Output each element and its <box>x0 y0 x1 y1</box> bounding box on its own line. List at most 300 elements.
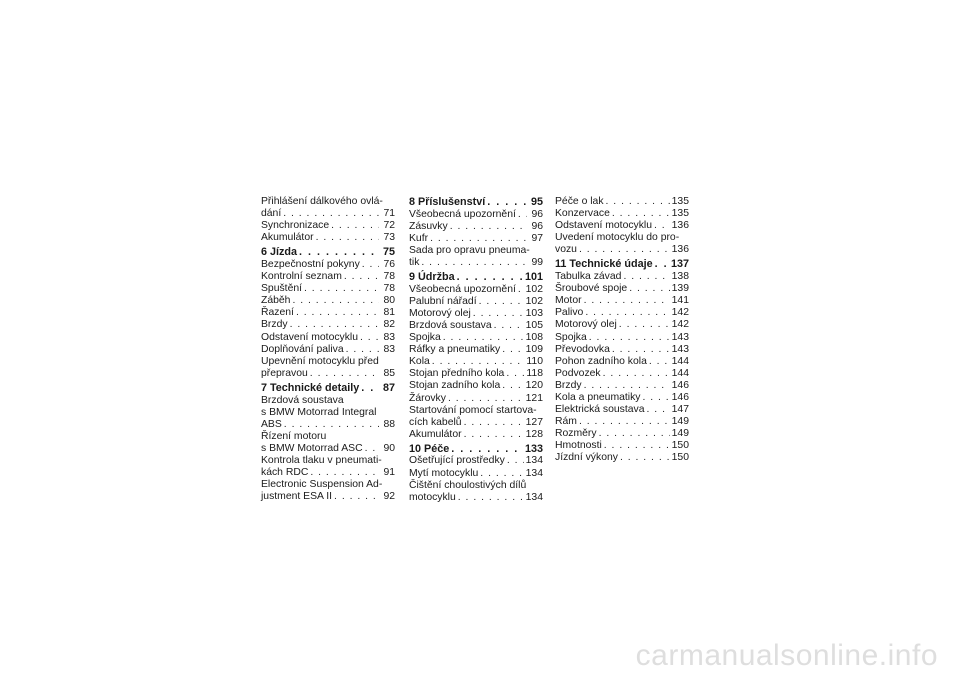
dot-leader <box>585 307 669 319</box>
toc-entry-row <box>555 319 689 331</box>
toc-entry-label: Pohon zadního kola <box>555 355 647 367</box>
toc-entry-label: Záběh <box>261 295 291 307</box>
toc-entry-row <box>261 368 395 380</box>
toc-entry[interactable] <box>409 308 543 320</box>
toc-entry[interactable] <box>261 344 395 356</box>
dot-leader <box>299 246 379 258</box>
toc-entry-label: Odstavení motocyklu <box>555 220 653 232</box>
toc-entry-row <box>555 307 689 319</box>
toc-entry-label: Jízdní výkony <box>555 452 618 464</box>
toc-column-3 <box>555 196 689 465</box>
toc-entry[interactable] <box>555 220 689 232</box>
toc-page-number: 150 <box>671 452 689 464</box>
toc-entry-label: Řazení <box>261 307 294 319</box>
toc-entry-row <box>409 356 543 368</box>
toc-page-number: 78 <box>383 271 395 283</box>
dot-leader <box>448 393 524 405</box>
toc-entry-row <box>555 196 689 208</box>
toc-entry-text-line: Electronic Suspension Ad- <box>261 479 383 491</box>
toc-entry-row <box>555 344 689 356</box>
toc-page-number: 146 <box>671 392 689 403</box>
toc-entry[interactable] <box>261 356 395 380</box>
toc-entry-label: justment ESA II <box>261 491 333 503</box>
dot-leader <box>361 382 379 394</box>
toc-entry[interactable] <box>555 196 689 208</box>
toc-page-number: 95 <box>530 196 543 208</box>
toc-page-number: 139 <box>671 283 689 295</box>
dot-leader <box>430 233 527 245</box>
toc-entry-label: Zásuvky <box>409 220 448 232</box>
dot-leader <box>421 257 527 269</box>
toc-entry-row <box>409 344 543 356</box>
dot-leader <box>629 283 669 295</box>
toc-entry-text-line: s BMW Motorrad Integral <box>261 406 377 418</box>
dot-leader <box>647 404 670 416</box>
toc-page-number: 147 <box>671 404 689 416</box>
toc-page-number: 142 <box>671 319 689 331</box>
toc-page-number: 85 <box>383 367 395 379</box>
toc-entry[interactable] <box>409 344 543 356</box>
toc-entry-row <box>555 295 689 307</box>
toc-entry-label: Motorový olej <box>409 307 471 319</box>
toc-entry-row <box>261 259 395 271</box>
toc-entry-label: Kola a pneumatiky <box>555 392 641 403</box>
toc-entry-label: Převodovka <box>555 343 610 355</box>
toc-entry-label: Odstavení motocyklu <box>261 331 359 343</box>
toc-entry-label: kách RDC <box>261 467 309 479</box>
toc-page-number: 144 <box>671 355 689 367</box>
toc-entry-text-line: Přihlášení dálkového ovlá- <box>261 196 383 207</box>
toc-chapter-heading[interactable] <box>409 443 543 455</box>
toc-entry[interactable] <box>409 233 543 245</box>
toc-entry[interactable] <box>555 392 689 404</box>
toc-entry[interactable] <box>409 284 543 296</box>
dot-leader <box>473 308 524 320</box>
toc-entry-label: 11 Technické údaje <box>555 258 653 271</box>
toc-entry-row <box>409 308 543 320</box>
toc-entry-row <box>261 419 395 431</box>
toc-page-number: 128 <box>525 428 543 440</box>
toc-page-number: 141 <box>671 295 689 307</box>
dot-leader <box>304 283 379 295</box>
dot-leader <box>619 319 670 331</box>
toc-entry-row <box>555 356 689 368</box>
toc-entry[interactable] <box>409 455 543 467</box>
watermark: carmanualsonline.info <box>635 639 938 672</box>
toc-entry[interactable] <box>555 232 689 256</box>
toc-entry-row <box>261 307 395 319</box>
toc-entry-row <box>409 196 543 208</box>
toc-page-number: 83 <box>383 343 395 355</box>
toc-page-number: 76 <box>383 258 395 270</box>
toc-entry-label: Doplňování paliva <box>261 343 344 355</box>
toc-page-number: 82 <box>383 319 395 331</box>
toc-entry-label: motocyklu <box>409 491 456 503</box>
dot-leader <box>589 332 670 344</box>
toc-entry[interactable] <box>555 319 689 331</box>
toc-entry[interactable] <box>555 404 689 416</box>
dot-leader <box>457 271 523 283</box>
toc-chapter-heading[interactable] <box>555 258 689 270</box>
toc-entry-label: Podvozek <box>555 367 601 379</box>
toc-entry-row <box>555 380 689 392</box>
toc-entry-label: s BMW Motorrad ASC <box>261 442 363 454</box>
toc-entry[interactable] <box>261 319 395 331</box>
toc-entry[interactable] <box>409 468 543 480</box>
toc-entry-label: cích kabelů <box>409 416 462 428</box>
toc-page-number: 109 <box>525 344 543 356</box>
toc-entry-label: Kontrolní seznam <box>261 271 342 283</box>
dot-leader <box>344 271 379 283</box>
toc-page-number: 127 <box>525 416 543 428</box>
toc-page-number: 121 <box>525 392 543 404</box>
toc-entry-row <box>555 440 689 452</box>
toc-entry-label: Konzervace <box>555 208 610 220</box>
toc-entry[interactable] <box>555 208 689 220</box>
toc-entry[interactable] <box>261 479 395 503</box>
toc-entry[interactable] <box>261 455 395 479</box>
toc-entry-label: 10 Péče <box>409 442 450 455</box>
toc-entry[interactable] <box>555 416 689 428</box>
toc-entry-row <box>261 220 395 232</box>
toc-page-number: 81 <box>383 307 395 319</box>
dot-leader <box>451 443 523 455</box>
dot-leader <box>487 196 527 208</box>
toc-entry-row <box>555 416 689 428</box>
toc-entry-label: 9 Údržba <box>409 271 455 284</box>
toc-entry-label: Stojan předního kola <box>409 368 505 380</box>
toc-entry[interactable] <box>555 380 689 392</box>
toc-page-number: 150 <box>671 440 689 452</box>
toc-entry-label: 7 Technické detaily <box>261 381 360 394</box>
toc-entry-row <box>555 332 689 344</box>
toc-page-number: 102 <box>525 295 543 307</box>
toc-entry[interactable] <box>261 196 395 220</box>
dot-leader <box>502 380 523 392</box>
toc-entry[interactable] <box>409 320 543 332</box>
toc-entry[interactable] <box>261 431 395 455</box>
toc-page-number: 78 <box>383 283 395 295</box>
toc-entry-row <box>409 429 543 441</box>
toc-entry-label: Palubní nářadí <box>409 295 477 307</box>
toc-entry-label: Motor <box>555 295 582 307</box>
toc-entry-row <box>555 258 689 270</box>
toc-entry-row <box>261 271 395 283</box>
toc-page-number: 99 <box>531 256 543 268</box>
dot-leader <box>310 467 379 479</box>
toc-entry[interactable] <box>409 332 543 344</box>
toc-entry[interactable] <box>261 295 395 307</box>
toc-entry[interactable] <box>261 395 395 431</box>
toc-page-number: 92 <box>383 491 395 503</box>
toc-entry[interactable] <box>409 368 543 380</box>
dot-leader <box>579 244 670 256</box>
dot-leader <box>331 220 379 232</box>
toc-page-number: 71 <box>383 208 395 220</box>
toc-entry[interactable] <box>409 480 543 504</box>
dot-leader <box>443 332 524 344</box>
toc-entry[interactable] <box>409 380 543 392</box>
toc-page-number: 144 <box>671 367 689 379</box>
toc-entry-label: Stojan zadního kola <box>409 380 501 392</box>
toc-entry-label: Spojka <box>409 332 441 344</box>
toc-entry[interactable] <box>409 356 543 368</box>
toc-page-number: 108 <box>525 332 543 344</box>
toc-entry-label: Akumulátor <box>409 428 462 440</box>
toc-entry[interactable] <box>409 429 543 441</box>
toc-entry[interactable] <box>555 344 689 356</box>
dot-leader <box>518 284 524 296</box>
toc-entry-row <box>261 283 395 295</box>
toc-entry-row <box>409 209 543 221</box>
toc-entry[interactable] <box>555 428 689 440</box>
dot-leader <box>579 416 670 428</box>
toc-column-1 <box>261 196 395 503</box>
toc-entry-row <box>261 467 395 479</box>
toc-page-number: 80 <box>383 295 395 307</box>
toc-entry-label: Všeobecná upozornění <box>409 208 516 220</box>
dot-leader <box>360 332 379 344</box>
toc-page-number: 135 <box>671 196 689 207</box>
toc-page-number: 105 <box>525 319 543 331</box>
toc-entry-row <box>555 208 689 220</box>
toc-page-number: 96 <box>531 208 543 220</box>
toc-page-number: 102 <box>525 283 543 295</box>
toc-entry-row <box>261 246 395 258</box>
toc-chapter-heading[interactable] <box>409 271 543 283</box>
toc-page-number: 73 <box>383 232 395 244</box>
toc-entry-row <box>261 232 395 244</box>
toc-page-number: 101 <box>524 271 543 284</box>
dot-leader <box>334 491 379 503</box>
toc-entry-row <box>555 283 689 295</box>
dot-leader <box>458 492 524 504</box>
dot-leader <box>283 208 379 220</box>
dot-leader <box>604 440 670 452</box>
toc-chapter-heading[interactable] <box>409 196 543 208</box>
dot-leader <box>310 368 379 380</box>
toc-entry[interactable] <box>261 220 395 232</box>
toc-entry-row <box>555 244 689 256</box>
dot-leader <box>642 392 669 404</box>
toc-page-number: 91 <box>383 467 395 479</box>
toc-entry[interactable] <box>409 221 543 233</box>
dot-leader <box>464 417 524 429</box>
toc-page-number: 83 <box>383 331 395 343</box>
toc-entry-row <box>409 368 543 380</box>
toc-entry-label: tik <box>409 256 420 268</box>
toc-entry-label: Bezpečnostní pokyny <box>261 258 360 270</box>
toc-entry-row <box>555 368 689 380</box>
toc-entry-row <box>409 271 543 283</box>
toc-entry-row <box>555 428 689 440</box>
toc-entry[interactable] <box>261 232 395 244</box>
toc-entry-label: Kufr <box>409 232 429 244</box>
toc-entry[interactable] <box>409 296 543 308</box>
dot-leader <box>655 258 669 270</box>
toc-page-number: 88 <box>383 418 395 430</box>
dot-leader <box>464 429 524 441</box>
toc-entry-row <box>555 404 689 416</box>
dot-leader <box>507 455 524 467</box>
dot-leader <box>432 356 525 368</box>
toc-entry-label: Kola <box>409 356 430 368</box>
dot-leader <box>620 452 670 464</box>
toc-page-number: 138 <box>671 271 689 283</box>
dot-leader <box>623 271 669 283</box>
toc-entry-text-line: Upevnění motocyklu před <box>261 355 379 367</box>
toc-entry[interactable] <box>261 332 395 344</box>
toc-entry[interactable] <box>555 271 689 283</box>
toc-entry-label: Rozměry <box>555 428 597 440</box>
toc-entry[interactable] <box>555 332 689 344</box>
toc-entry-row <box>555 452 689 464</box>
toc-entry-row <box>409 233 543 245</box>
toc-entry-label: Tabulka závad <box>555 271 622 283</box>
toc-entry-row <box>261 332 395 344</box>
toc-entry-label: Všeobecná upozornění <box>409 283 516 295</box>
toc-entry[interactable] <box>261 259 395 271</box>
toc-page-number: 143 <box>671 331 689 343</box>
toc-chapter-heading[interactable] <box>261 382 395 394</box>
toc-entry-row <box>261 208 395 220</box>
toc-entry[interactable] <box>555 440 689 452</box>
toc-entry-label: 6 Jízda <box>261 246 298 259</box>
toc-entry-label: Péče o lak <box>555 196 604 207</box>
toc-page-number: 137 <box>670 258 689 271</box>
toc-entry-row <box>409 455 543 467</box>
toc-page-number: 118 <box>526 368 543 380</box>
toc-entry-text-line: Řízení motoru <box>261 430 327 442</box>
toc-entry-row <box>555 220 689 232</box>
dot-leader <box>284 419 379 431</box>
toc-entry-label: 8 Příslušenství <box>409 196 486 208</box>
dot-leader <box>518 209 527 221</box>
dot-leader <box>296 307 379 319</box>
toc-entry-label: přepravou <box>261 367 308 379</box>
toc-page-number: 72 <box>383 220 395 232</box>
dot-leader <box>316 232 379 244</box>
toc-entry-row <box>261 319 395 331</box>
toc-page-number: 135 <box>671 208 689 220</box>
toc-entry-label: Hmotnosti <box>555 440 602 452</box>
toc-chapter-heading[interactable] <box>261 246 395 258</box>
toc-entry-row <box>409 380 543 392</box>
toc-entry-text-line: Startování pomocí startova- <box>409 404 537 416</box>
toc-entry-label: ABS <box>261 418 282 430</box>
dot-leader <box>654 220 670 232</box>
toc-entry-row <box>409 417 543 429</box>
toc-entry[interactable] <box>555 307 689 319</box>
toc-page-number: 87 <box>382 381 395 394</box>
toc-entry-row <box>555 392 689 404</box>
dot-leader <box>290 319 379 331</box>
toc-entry-row <box>409 320 543 332</box>
dot-leader <box>362 259 379 271</box>
dot-leader <box>502 344 523 356</box>
toc-entry-label: Žárovky <box>409 392 446 404</box>
toc-entry-label: Ráfky a pneumatiky <box>409 344 501 356</box>
toc-page-number: 136 <box>671 220 689 232</box>
dot-leader <box>584 380 670 392</box>
toc-entry-row <box>261 344 395 356</box>
toc-entry-label: Elektrická soustava <box>555 404 645 416</box>
toc-entry-label: Spojka <box>555 331 587 343</box>
dot-leader <box>649 356 670 368</box>
toc-entry-label: Brzdy <box>261 319 288 331</box>
toc-page-number: 134 <box>525 455 543 467</box>
toc-entry[interactable] <box>261 283 395 295</box>
dot-leader <box>292 295 379 307</box>
toc-entry[interactable] <box>261 307 395 319</box>
toc-entry-row <box>409 468 543 480</box>
toc-entry-label: Akumulátor <box>261 232 314 244</box>
toc-page-number: 149 <box>671 428 689 440</box>
toc-column-2 <box>409 196 543 504</box>
toc-page-number: 97 <box>531 232 543 244</box>
toc-page-number: 134 <box>525 467 543 479</box>
toc-page-number: 136 <box>671 244 689 256</box>
dot-leader <box>606 196 670 208</box>
toc-entry-text-line: Uvedení motocyklu do pro- <box>555 232 680 244</box>
toc-entry-row <box>409 296 543 308</box>
toc-entry[interactable] <box>409 393 543 405</box>
toc-entry-label: Synchronizace <box>261 220 330 232</box>
dot-leader <box>365 443 379 455</box>
toc-entry-text-line: Brzdová soustava <box>261 394 344 406</box>
toc-entry[interactable] <box>409 405 543 429</box>
toc-entry-row <box>409 284 543 296</box>
toc-entry-text-line: Čištění choulostivých dílů <box>409 479 527 491</box>
toc-entry[interactable] <box>409 209 543 221</box>
toc-entry[interactable] <box>409 245 543 269</box>
toc-entry[interactable] <box>555 356 689 368</box>
toc-entry[interactable] <box>261 271 395 283</box>
toc-page-number: 90 <box>383 442 395 454</box>
toc-entry[interactable] <box>555 452 689 464</box>
toc-entry-row <box>409 393 543 405</box>
dot-leader <box>346 344 379 356</box>
toc-page-number: 75 <box>382 246 395 259</box>
toc-entry-label: Mytí motocyklu <box>409 467 479 479</box>
toc-entry[interactable] <box>555 295 689 307</box>
dot-leader <box>612 208 670 220</box>
dot-leader <box>584 295 670 307</box>
toc-entry-text-line: Sada pro opravu pneuma- <box>409 244 530 256</box>
toc-page-number: 96 <box>531 220 543 232</box>
dot-leader <box>599 428 670 440</box>
dot-leader <box>494 320 524 332</box>
toc-entry-label: Motorový olej <box>555 319 617 331</box>
toc-page-number: 142 <box>671 307 689 319</box>
toc-entry-label: Šroubové spoje <box>555 283 628 295</box>
dot-leader <box>612 344 670 356</box>
toc-entry-label: Brzdy <box>555 379 582 391</box>
toc-entry-row <box>409 492 543 504</box>
toc-page-number: 134 <box>525 491 543 503</box>
toc-entry-row <box>261 491 395 503</box>
dot-leader <box>479 296 524 308</box>
toc-entry[interactable] <box>555 368 689 380</box>
toc-page-number: 149 <box>671 416 689 428</box>
toc-entry-row <box>261 443 395 455</box>
toc-entry-label: Rám <box>555 416 577 428</box>
toc-page-number: 146 <box>671 379 689 391</box>
toc-entry-row <box>409 221 543 233</box>
toc-entry-label: vozu <box>555 244 577 256</box>
toc-entry-row <box>409 257 543 269</box>
toc-entry[interactable] <box>555 283 689 295</box>
